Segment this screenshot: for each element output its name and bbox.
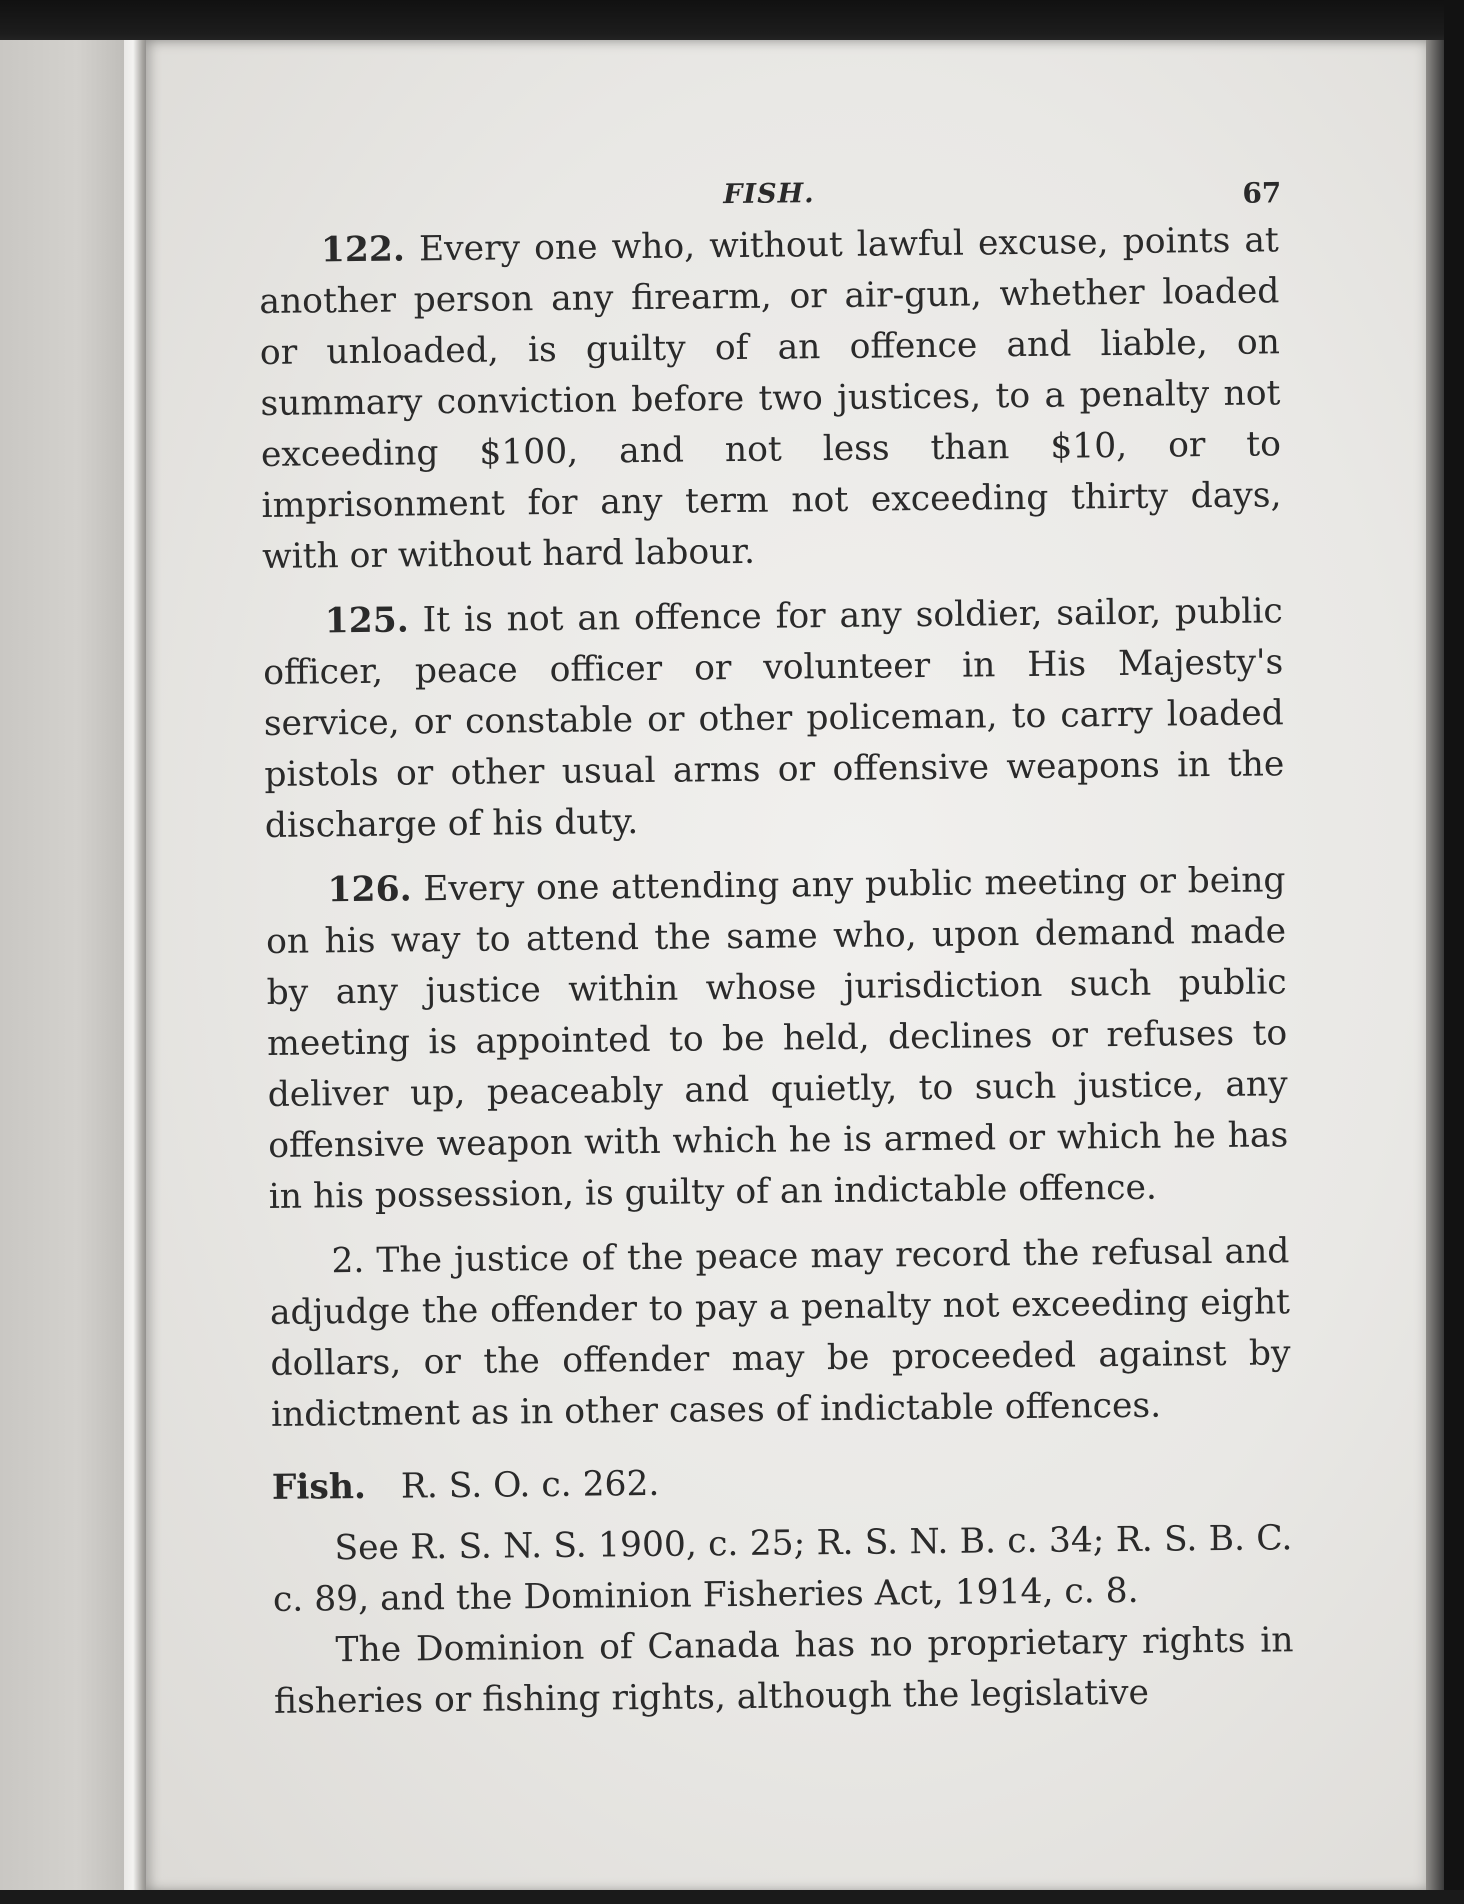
- section-text: It is not an offence for any soldier, sailor, public officer, peace officer or volunteer in His Majesty's service, or constable or other policeman, to carry loaded pistols or other usual arms or offensive weapons in the discharge of his duty.: [263, 591, 1285, 846]
- running-head: [258, 157, 1282, 226]
- subsection-number: 2.: [331, 1240, 365, 1282]
- scan-right-border: [1444, 0, 1464, 1904]
- page-text: [258, 157, 1294, 1728]
- fish-heading-label: Fish.: [271, 1466, 367, 1508]
- section-126: [265, 855, 1289, 1223]
- section-text: The justice of the peace may record the refusal and adjudge the offender to pay a penalty not exceeding eight dollars, or the offender may be proceeded against by indictment as in other cases of indictable offences.: [269, 1231, 1291, 1435]
- running-head-title: FISH.: [723, 178, 815, 211]
- page-right-edge: [1426, 40, 1444, 1892]
- page-number: 67: [1242, 176, 1282, 210]
- scan-bottom-border: [0, 1890, 1464, 1904]
- fish-heading: [272, 1452, 1292, 1514]
- section-number: 122.: [320, 229, 406, 271]
- section-number: 125.: [324, 600, 409, 642]
- section-126-subsection-2: [269, 1226, 1291, 1441]
- fish-heading-citation: R. S. O. c. 262.: [400, 1463, 660, 1507]
- section-125: [262, 586, 1285, 852]
- section-122: [259, 215, 1283, 583]
- facing-page-edge: [0, 40, 128, 1892]
- section-text: Every one attending any public meeting or being on his way to attend the same who, upon demand made by any justice within whose jurisdiction such public meeting is appointed to be held, declines or refuses to deliver up, peaceably and quietly, to such justice, any offensive weapon with which he is armed or which he has in his possession, is guilty of an indictable offence.: [265, 860, 1289, 1217]
- section-number: 126.: [327, 869, 412, 911]
- fish-paragraph-dominion: The Dominion of Canada has no proprietary rights in fisheries or fishing rights, although the legislative: [273, 1620, 1294, 1722]
- fish-paragraph-references: See R. S. N. S. 1900, c. 25; R. S. N. B. c. 34; R. S. B. C. c. 89, and the Dominion Fisheries Act, 1914, c. 8.: [272, 1518, 1293, 1620]
- section-text: Every one who, without lawful excuse, points at another person any firearm, or air-gun, whether loaded or unloaded, is guilty of an offence and liable, on summary conviction before two justices, to a penalty not exceeding $100, and not less than $10, or to imprisonment for any term not exceeding thirty days, with or without hard labour.: [259, 220, 1282, 577]
